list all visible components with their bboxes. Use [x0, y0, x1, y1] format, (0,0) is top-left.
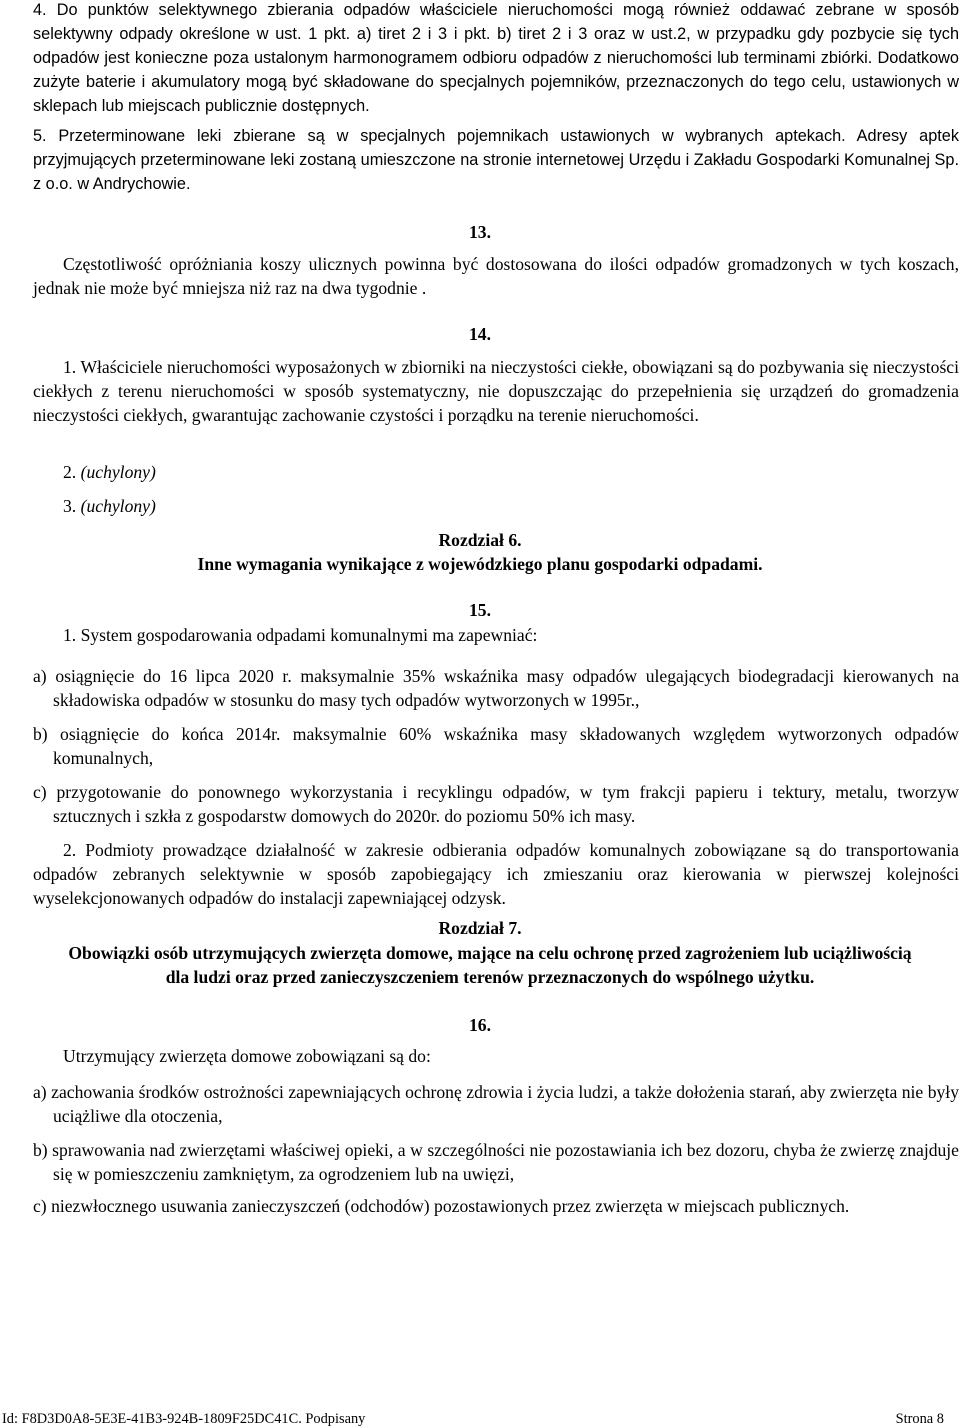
- paragraph-2-number: 2.: [63, 462, 77, 482]
- document-id: Id: F8D3D0A8-5E3E-41B3-924B-1809F25DC41C. Podpisany: [2, 1411, 366, 1427]
- paragraph-4: 4. Do punktów selektywnego zbierania odpadów właściciele nieruchomości mogą również oddawać zebrane w sposób selektywny odpady określone w ust. 1 pkt. a) tiret 2 i 3 i pkt. b) tiret 2 i 3 oraz w ust.2, w przypadku gdy pozbycie się tych odpadów jest konieczne poza ustalonym harmonogramem odbioru odpadów z nieruchomości lub terminami zbiórki. Dodatkowo zużyte baterie i akumulatory mogą być składowane do specjalnych pojemników, przeznaczonych do tego celu, ustawionych w sklepach lub miejscach publicznie dostępnych.: [33, 1, 959, 115]
- section-14-number: 14.: [469, 324, 491, 344]
- section-13-number: 13.: [469, 222, 491, 242]
- section-14-paragraph-2: [63, 460, 463, 484]
- paragraph-2-repealed: (uchylony): [80, 462, 156, 482]
- section-16-intro: Utrzymujący zwierzęta domowe zobowiązani są do:: [63, 1046, 431, 1066]
- section-16-item-c: c) niezwłocznego usuwania zanieczyszczeń (odchodów) pozostawionych przez zwierzęta w miejscach publicznych.: [33, 1196, 850, 1216]
- paragraph-3-repealed: (uchylony): [80, 496, 156, 516]
- section-16-item-a: a) zachowania środków ostrożności zapewniających ochronę zdrowia i życia ludzi, a także dołożenia starań, aby zwierzęta nie były uciążliwe dla otoczenia,: [33, 1082, 959, 1126]
- paragraph-5: 5. Przeterminowane leki zbierane są w specjalnych pojemnikach ustawionych w wybranych aptekach. Adresy aptek przyjmujących przeterminowane leki zostaną umieszczone na stronie internetowej Urzędu i Zakładu Gospodarki Komunalnej Sp. z o.o. w Andrychowie.: [33, 127, 959, 193]
- section-15-item-b: b) osiągnięcie do końca 2014r. maksymalnie 60% wskaźnika masy składowanych względem wytworzonych odpadów komunalnych,: [33, 724, 959, 768]
- chapter-6-label: Rozdział 6.: [438, 530, 522, 550]
- page-footer: [2, 1410, 944, 1428]
- section-16-item-b: b) sprawowania nad zwierzętami właściwej opieki, a w szczególności nie pozostawiania ich bez dozoru, chyba że zwierzę znajduje się w pomieszczeniu zamkniętym, za ogrodzeniem lub na uwięzi,: [33, 1140, 959, 1184]
- paragraph-3-number: 3.: [63, 496, 77, 516]
- section-15-paragraph-2: 2. Podmioty prowadzące działalność w zakresie odbierania odpadów komunalnych zobowiązane są do transportowania odpadów zebranych selektywnie w sposób zapobiegający ich zmieszaniu oraz kierowania w pierwszej kolejności wyselekcjonowanych odpadów do instalacji zapewniającej odzysk.: [33, 840, 959, 908]
- section-15-intro: 1. System gospodarowania odpadami komunalnymi ma zapewniać:: [63, 625, 538, 645]
- chapter-7-label: Rozdział 7.: [438, 918, 522, 938]
- section-15-number: 15.: [469, 600, 491, 620]
- section-15-item-a: a) osiągnięcie do 16 lipca 2020 r. maksymalnie 35% wskaźnika masy odpadów ulegających biodegradacji kierowanych na składowiska odpadów w stosunku do masy tych odpadów wytworzonych w 1995r.,: [33, 666, 959, 710]
- section-13-text: Częstotliwość opróżniania koszy ulicznych powinna być dostosowana do ilości odpadów gromadzonych w tych koszach, jednak nie może być mniejsza niż raz na dwa tygodnie .: [33, 254, 959, 298]
- page-number: Strona 8: [895, 1411, 944, 1427]
- section-16-number: 16.: [469, 1015, 491, 1035]
- section-14-paragraph-1: 1. Właściciele nieruchomości wyposażonych w zbiorniki na nieczystości ciekłe, obowiązani są do pozbywania się nieczystości ciekłych z terenu nieruchomości w sposób systematyczny, nie dopuszczając do przepełnienia się urządzeń do gromadzenia nieczystości ciekłych, gwarantując zachowanie czystości i porządku na terenie nieruchomości.: [33, 357, 959, 425]
- section-15-item-c: c) przygotowanie do ponownego wykorzystania i recyklingu odpadów, w tym frakcji papieru i tektury, metalu, tworzyw sztucznych i szkła z gospodarstw domowych do 2020r. do poziomu 50% ich masy.: [33, 782, 959, 826]
- chapter-6-title: Inne wymagania wynikające z wojewódzkiego planu gospodarki odpadami.: [197, 554, 763, 574]
- section-14-paragraph-3: [63, 494, 463, 518]
- chapter-7-title: Obowiązki osób utrzymujących zwierzęta domowe, mające na celu ochronę przed zagrożeniem lub uciążliwością dla ludzi oraz przed zanieczyszczeniem terenów przeznaczonych do wspólnego użytku.: [68, 943, 912, 987]
